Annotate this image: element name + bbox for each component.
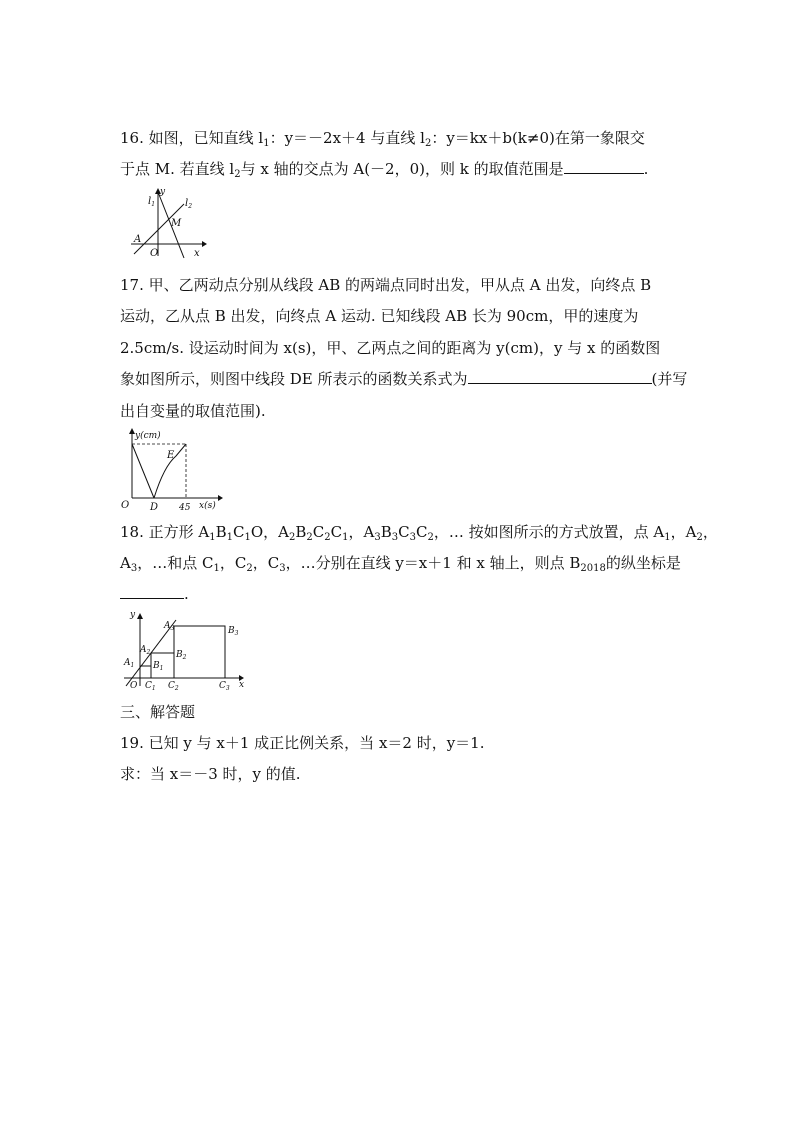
b3-label: $B_3$ — [228, 626, 239, 637]
b2-label: $B_2$ — [176, 650, 187, 661]
q18-line-3: . — [120, 584, 189, 604]
x-label: x — [194, 248, 200, 259]
a1-label: $A_1$ — [124, 658, 135, 669]
point-e-label: E — [167, 450, 175, 461]
y-label: y — [160, 187, 166, 197]
y-label: y(cm) — [135, 431, 161, 441]
c2-label: $C_2$ — [168, 681, 179, 692]
x-axis-arrow — [202, 241, 207, 247]
square-1 — [140, 666, 151, 678]
y-axis-arrow — [137, 613, 143, 619]
c1-label: $C_1$ — [145, 681, 156, 692]
line-l2 — [134, 204, 184, 254]
origin-label: O — [150, 248, 159, 259]
q18-figure — [118, 608, 252, 692]
b1-label: $B_1$ — [153, 661, 164, 672]
x-label: x(s) — [199, 501, 216, 511]
q17-line-1: 17. 甲、乙两动点分别从线段 AB 的两端点同时出发，甲从点 A 出发，向终点 B — [120, 276, 652, 294]
a3-label: $A_3$ — [164, 621, 175, 632]
answer-blank-18[interactable] — [120, 584, 184, 599]
origin-label: O — [121, 500, 130, 511]
segment-od — [132, 444, 154, 498]
point-a-label: A — [134, 234, 142, 245]
c3-label: $C_3$ — [219, 681, 230, 692]
y-label: y — [130, 610, 136, 620]
q16-line-2: 于点 M. 若直线 $l_2$与 x 轴的交点为 A(－2，0)，则 k 的取值范围是 . — [120, 160, 649, 180]
x-label: x — [239, 680, 245, 690]
q17-line-3: 2.5cm/s. 设运动时间为 x(s)，甲、乙两点之间的距离为 y(cm)，y 与 x 的函数图 — [120, 339, 661, 357]
q18-line-2: $A_3$，…和点 $C_1$，$C_2$，$C_3$，…分别在直线 y＝x＋1 和 x 轴上，则点 $B_{2018}$的纵坐标是 — [120, 554, 681, 574]
q17-line-5: 出自变量的取值范围). — [120, 402, 266, 420]
q16-line-1: 16. 如图，已知直线 $l_1$：y＝－2x＋4 与直线 $l_2$：y＝kx＋b(k≠0)在第一象限交 — [120, 129, 645, 149]
tick-45-label: 45 — [179, 503, 191, 513]
q17-figure — [118, 426, 228, 514]
answer-blank-17[interactable] — [468, 369, 652, 384]
q18-line-1: 18. 正方形 $A_1B_1C_1O$，$A_2B_2C_2C_1$，$A_3B_3C_3C_2$，… 按如图所示的方式放置，点 $A_1$，$A_2$， — [120, 523, 718, 543]
point-d-label: D — [150, 502, 159, 513]
section-heading: 三、解答题 — [120, 703, 196, 721]
a2-label: $A_2$ — [140, 645, 151, 656]
point-m-label: M — [171, 218, 182, 229]
l2-label: $l_2$ — [185, 198, 193, 210]
q17-line-2: 运动，乙从点 B 出发，向终点 A 运动. 已知线段 AB 长为 90cm，甲的速度为 — [120, 307, 639, 325]
x-axis-arrow — [218, 495, 223, 501]
q16-figure — [128, 186, 208, 260]
answer-blank-16[interactable] — [564, 159, 644, 174]
origin-label: O — [130, 681, 138, 691]
q19-line-2: 求：当 x＝－3 时，y 的值. — [120, 765, 301, 783]
q19-line-1: 19. 已知 y 与 x＋1 成正比例关系，当 x＝2 时，y＝1. — [120, 734, 485, 752]
q17-line-4: 象如图所示，则图中线段 DE 所表示的函数关系式为 (并写 — [120, 370, 688, 388]
l1-label: $l_1$ — [148, 196, 156, 208]
